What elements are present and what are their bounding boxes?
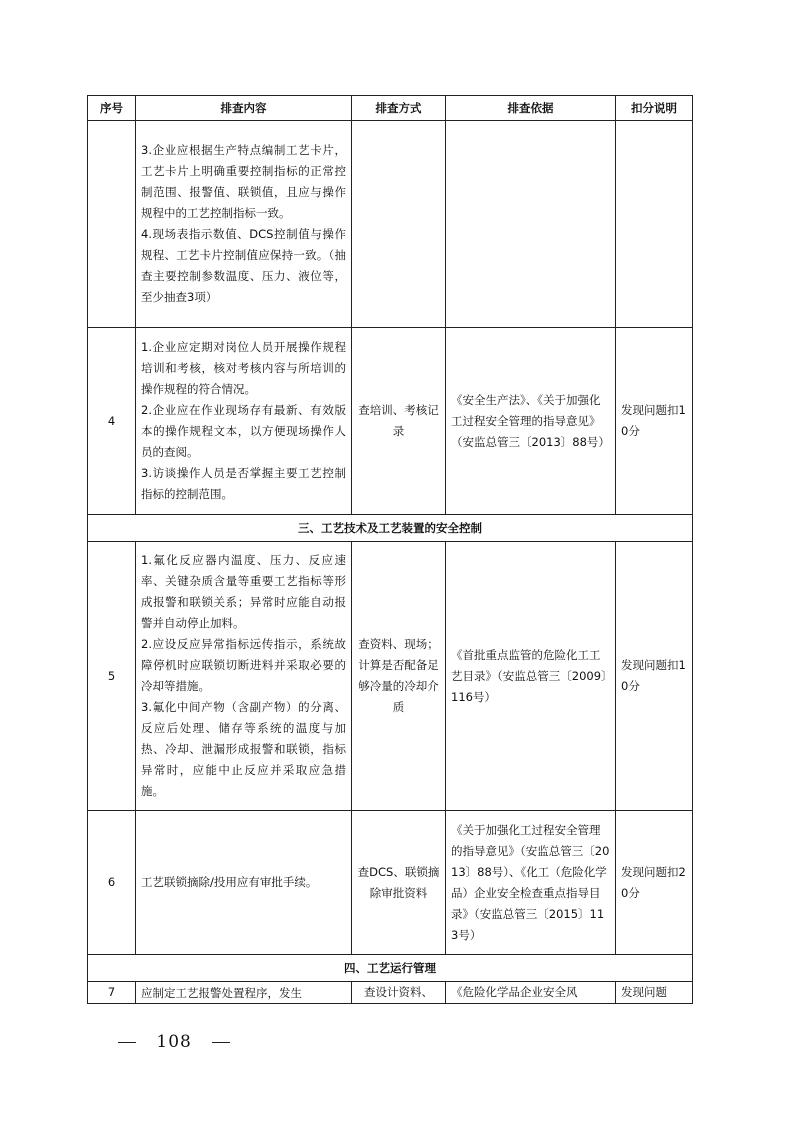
row-index: 5	[88, 542, 136, 811]
row-content	[136, 121, 352, 328]
row-index	[88, 121, 136, 328]
table-row	[88, 982, 693, 1004]
table-header-row	[88, 96, 693, 121]
content-item: 1.企业应定期对岗位人员开展操作规程培训和考核，核对考核内容与所培训的操作规程的符合情况。	[141, 340, 346, 396]
table-row	[88, 121, 693, 328]
row-score	[616, 121, 693, 328]
header-index: 序号	[88, 96, 136, 121]
content-item: 工艺联锁摘除/投用应有审批手续。	[141, 875, 318, 889]
row-content	[136, 811, 352, 955]
table-row	[88, 542, 693, 811]
table-row	[88, 811, 693, 955]
row-score: 发现问题扣10分	[616, 542, 693, 811]
content-item: 1.氟化反应器内温度、压力、反应速率、关键杂质含量等重要工艺指标等形成报警和联锁关系；异常时应能自动报警并自动停止加料。	[141, 553, 346, 630]
header-basis: 排查依据	[446, 96, 616, 121]
row-method: 查设计资料、	[352, 982, 446, 1004]
row-basis: 《危险化学品企业安全风	[446, 982, 616, 1004]
row-basis: 《首批重点监管的危险化工工艺目录》（安监总管三〔2009〕116号）	[446, 542, 616, 811]
row-method: 查DCS、联锁摘除审批资料	[352, 811, 446, 955]
page-footer	[118, 1032, 230, 1052]
content-item: 3.访谈操作人员是否掌握主要工艺控制指标的控制范围。	[141, 466, 346, 501]
section-row	[88, 515, 693, 542]
content-item: 2.企业应在作业现场存有最新、有效版本的操作规程文本，以方便现场操作人员的查阅。	[141, 403, 346, 459]
content-item: 应制定工艺报警处置程序，发生	[141, 985, 302, 1000]
table-row	[88, 328, 693, 515]
header-content: 排查内容	[136, 96, 352, 121]
content-item: 4.现场表指示数值、DCS控制值与操作规程、工艺卡片控制值应保持一致。（抽查主要控制参数温度、压力、液位等，至少抽查3项）	[141, 227, 346, 304]
content-item: 3.企业应根据生产特点编制工艺卡片，工艺卡片上明确重要控制指标的正常控制范围、报警值、联锁值，且应与操作规程中的工艺控制指标一致。	[141, 143, 346, 220]
section-title: 四、工艺运行管理	[88, 955, 693, 982]
header-score: 扣分说明	[616, 96, 693, 121]
content-item: 2.应设反应异常指标远传指示，系统故障停机时应联锁切断进料并采取必要的冷却等措施。	[141, 637, 346, 693]
row-score: 发现问题扣10分	[616, 328, 693, 515]
row-content	[136, 542, 352, 811]
row-basis	[446, 121, 616, 328]
footer-dash-right	[212, 1042, 230, 1043]
row-content	[136, 328, 352, 515]
row-index: 4	[88, 328, 136, 515]
row-method: 查资料、现场；计算是否配备足够冷量的冷却介质	[352, 542, 446, 811]
inspection-table	[87, 95, 693, 1004]
row-content	[136, 982, 352, 1004]
row-score: 发现问题扣20分	[616, 811, 693, 955]
row-method	[352, 121, 446, 328]
header-method: 排查方式	[352, 96, 446, 121]
row-basis: 《关于加强化工过程安全管理的指导意见》（安监总管三〔2013〕88号）、《化工（危险化学品）企业安全检查重点指导目录》（安监总管三〔2015〕113号）	[446, 811, 616, 955]
footer-dash-left	[118, 1042, 136, 1043]
content-item: 3.氟化中间产物（含副产物）的分离、反应后处理、储存等系统的温度与加热、冷却、泄漏形成报警和联锁，指标异常时，应能中止反应并采取应急措施。	[141, 700, 346, 798]
row-score: 发现问题	[616, 982, 693, 1004]
row-index: 7	[88, 982, 136, 1004]
row-method: 查培训、考核记录	[352, 328, 446, 515]
section-row	[88, 955, 693, 982]
section-title: 三、工艺技术及工艺装置的安全控制	[88, 515, 693, 542]
row-basis: 《安全生产法》、《关于加强化工过程安全管理的指导意见》（安监总管三〔2013〕88号）	[446, 328, 616, 515]
row-index: 6	[88, 811, 136, 955]
page-number: 108	[156, 1032, 192, 1052]
